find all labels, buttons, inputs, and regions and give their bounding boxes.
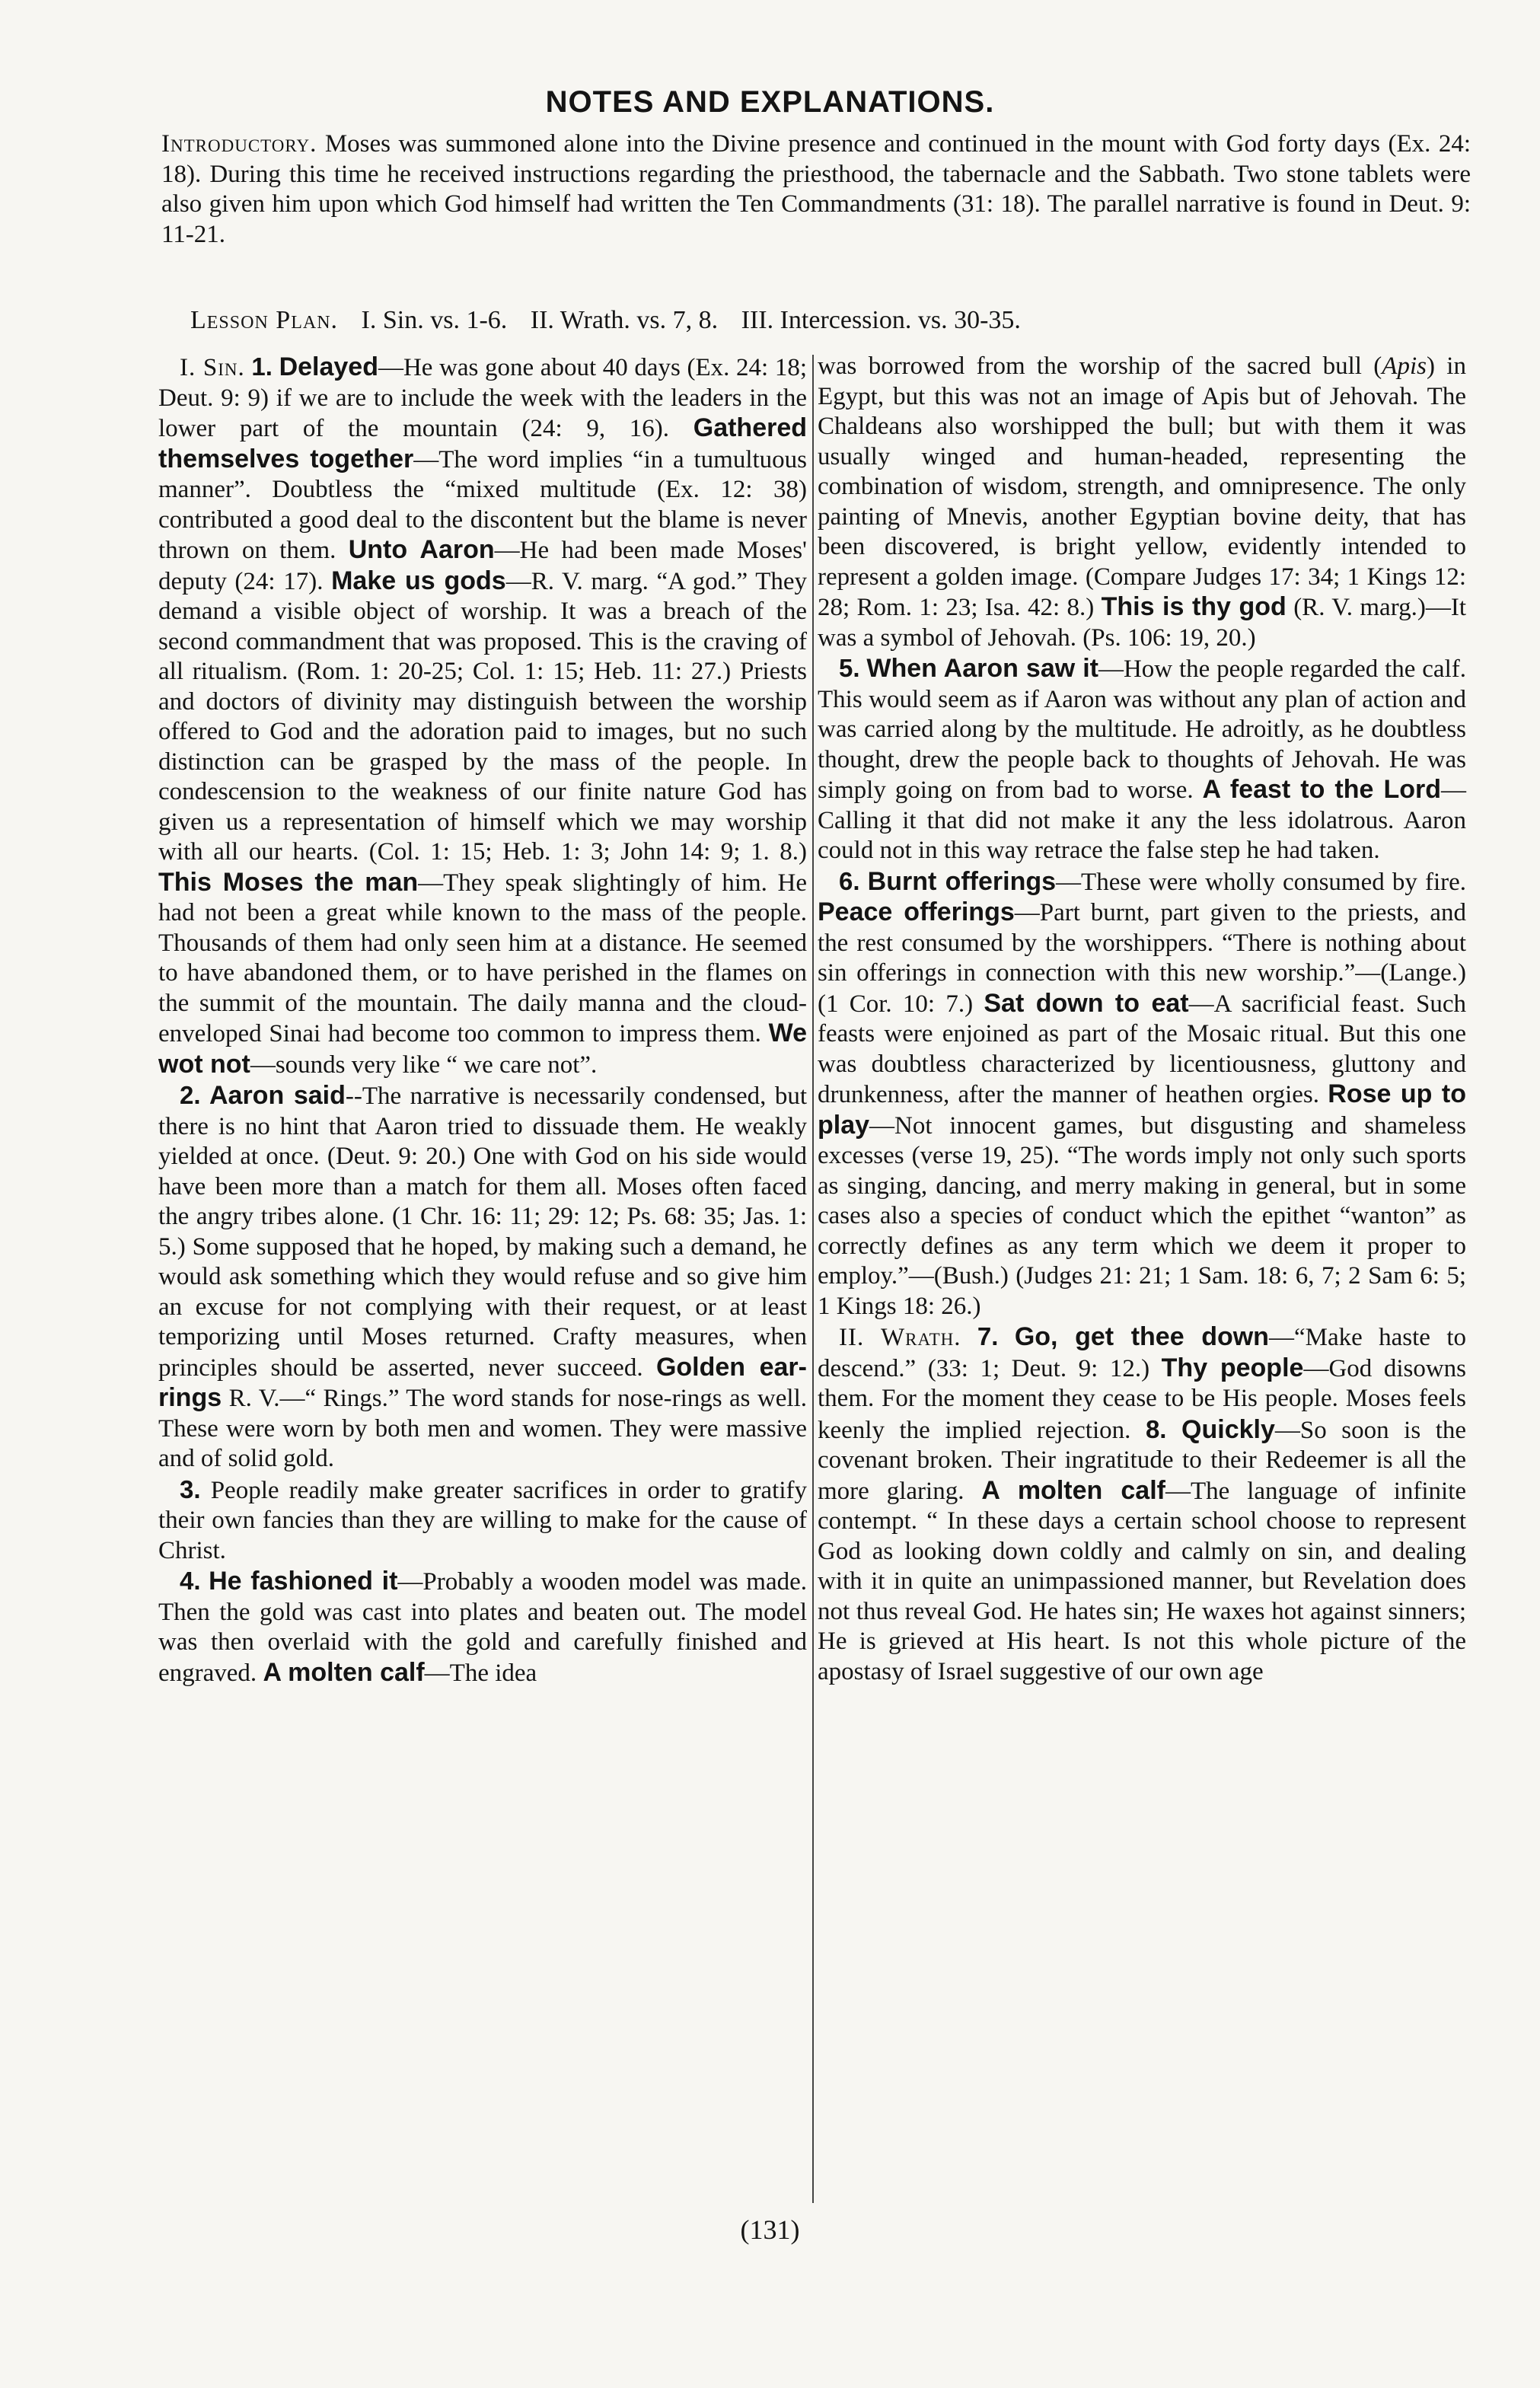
intro-text: Moses was summoned alone into the Divine presence and continued in the mount with God forty days (Ex. 24: 18). During this time he received instructions regarding the priesthood, the tabernacle and the Sabbath. Two stone tablets were also given him upon which God himself had written the Ten Commandments (31: 18). The parallel narrative is found in Deut. 9: 11-21. [161,130,1471,248]
page-number: (131) [740,2214,800,2245]
note-text: —Calling it that did not make it any the less idolatrous. Aaron could not in this way retrace the false step he had taken. [818,776,1467,864]
note-4-continued [818,352,1466,653]
note-text: R. V.—“ Rings.” The word stands for nose-rings as well. These were worn by both men and women. They were massive and of solid gold. [158,1385,808,1472]
note-text: People readily make greater sacrifices in order to gratify their own fancies than they are willing to make for the cause of Christ. [158,1476,808,1564]
keyword: He fashioned it [209,1567,398,1596]
lesson-plan-label: Lesson Plan. [190,306,339,334]
lesson-plan-part-3: III. Intercession. vs. 30-35. [741,306,1021,334]
verse-number: 7. [977,1322,999,1350]
section-lead-sin: I. Sin. [180,354,245,381]
left-column [158,352,807,1688]
note-3 [158,1475,807,1567]
keyword: We wot not [158,1019,807,1079]
note-text: —The language of infinite contempt. “ In these days a certain school choose to represent God as looking down coldly and calmly on sin, and dealing with it in quite an unimpassioned manner, but Revelation does not thus reveal God. He hates sin; He waxes hot against sinners; He is grieved at His heart. Is not this whole picture of the apostasy of Israel suggestive of our own age [818,1477,1467,1685]
lesson-plan-part-2: II. Wrath. vs. 7, 8. [530,306,719,334]
verse-number: 8. [1145,1414,1167,1443]
note-text: —He was gone about 40 days (Ex. 24: 18; Deut. 9: 9) if we are to include the week with the leaders in the lower part of the mountain (24: 9, 16). [158,354,807,442]
keyword: Unto Aaron [348,535,495,564]
keyword: Gathered themselves together [158,413,808,473]
note-text: —A sacrificial feast. Such feasts were enjoined as part of the Mosaic ritual. But this one was doubtless characterized by licentiousness, gluttony and drunkenness, after the manner of heathen orgies. [818,990,1467,1108]
lesson-plan-part-1: I. Sin. vs. 1-6. [361,306,508,334]
keyword: This is thy god [1101,592,1287,621]
note-text: —So soon is the covenant broken. Their ingratitude to their Redeemer is all the more glaring. [818,1416,1467,1505]
page-title: NOTES AND EXPLANATIONS. [545,85,995,119]
note-text: —The word implies “in a tumultuous manner”. Doubtless the “mixed multitude (Ex. 12: 38) contributed a good deal to the discontent but the blame is never thrown on them. [158,445,807,564]
keyword: A molten calf [263,1657,425,1687]
column-divider [812,355,814,2203]
note-text: —R. V. marg. “A god.” They demand a visible object of worship. It was a breach of the second commandment that was proposed. This is the craving of all ritualism. (Rom. 1: 20-25; Col. 1: 15; Heb. 11: 27.) Priests and doctors of divinity may distinguish between the worship offered to God and the adoration paid to images, but no such distinction can be grasped by the mass of the people. In condescension to the weakness of our finite nature God has given us a representation of himself which we may worship with all our hearts. (Col. 1: 15; Heb. 1: 3; John 14: 9; 1. 8.) [158,567,808,866]
right-column [818,352,1466,1687]
keyword: Aaron said [209,1081,346,1110]
intro-label: Introductory. [161,130,317,158]
note-text: —Part burnt, part given to the priests, and the rest consumed by the worshippers. “There is nothing about sin offerings in connection with this new worship.”—(Lange.) (1 Cor. 10: 7.) [818,899,1466,1018]
verse-number: 6. [839,866,860,895]
note-text: —He had been made Moses' deputy (24: 17). [158,537,807,595]
keyword: Sat down to eat [984,988,1189,1018]
note-text: —“Make haste to descend.” (33: 1; Deut. 9: 12.) [818,1324,1467,1382]
note-5 [818,653,1466,866]
keyword: Golden ear-rings [158,1352,807,1412]
note-1 [158,352,807,1080]
note-text: —They speak slightingly of him. He had not been a great while known to the mass of the people. Thousands of them had only seen him at a distance. He seemed to have abandoned them, or to have perished in the flames on the summit of the mountain. The daily manna and the cloud-enveloped Sinai had become too common to impress them. [158,869,807,1047]
keyword: Peace offerings [818,897,1015,926]
verse-number: 2. [180,1081,201,1109]
note-text: —These were wholly consumed by fire. [1056,868,1466,896]
keyword: Make us gods [331,566,506,595]
lesson-plan [190,306,1500,335]
note-text: was borrowed from the worship of the sacred bull ( [818,352,1382,380]
keyword: Quickly [1181,1414,1275,1444]
note-text: —Probably a wooden model was made. Then the gold was cast into plates and beaten out. The model was then overlaid with the gold and carefully finished and engraved. [158,1568,807,1687]
verse-number: 3. [180,1475,201,1503]
note-6 [818,866,1466,1322]
keyword: This Moses the man [158,867,419,897]
note-text: --The narrative is necessarily condensed, but there is no hint that Aaron tried to dissuade them. He weakly yielded at once. (Deut. 9: 20.) One with God on his side would have been more than a match for them all. Moses often faced the angry tribes alone. (1 Chr. 16: 11; 29: 12; Ps. 68: 35; Jas. 1: 5.) Some supposed that he hoped, by making such a demand, he would ask something which they would refuse and so give him an excuse for not complying with their request, or at least temporizing until Moses returned. Crafty measures, when principles should be asserted, never succeed. [158,1082,808,1382]
note-text: —Not innocent games, but disgusting and shameless excesses (verse 19, 25). “The words imply not only such sports as singing, dancing, and merry making in general, but in some cases also a species of conduct which the epithet “wanton” as correctly defines as any term which we deem it proper to employ.”—(Bush.) (Judges 21: 21; 1 Sam. 18: 6, 7; 2 Sam 6: 5; 1 Kings 18: 26.) [818,1111,1466,1320]
keyword: A molten calf [981,1475,1165,1505]
note-text: —God disowns them. For the moment they cease to be His people. Moses feels keenly the implied rejection. [818,1354,1467,1444]
note-text: —How the people regarded the calf. This would seem as if Aaron was without any plan of action and was carried along by the multitude. He adroitly, as he doubtless thought, drew the people back to thoughts of Jehovah. He was simply going on from bad to worse. [818,655,1466,804]
note-text: (R. V. marg.)—It was a symbol of Jehovah. (Ps. 106: 19, 20.) [818,594,1466,652]
verse-number: 1. [251,352,273,381]
section-lead-wrath: II. Wrath. [839,1324,961,1351]
note-text: ) in Egypt, but this was not an image of Apis but of Jehovah. The Chaldeans also worshipped the bull; but with them it was usually winged and human-headed, representing the combination of wisdom, strength, and omnipresence. The only painting of Mnevis, another Egyptian bovine deity, that has been discovered, is bright yellow, evidently intended to represent a golden image. (Compare Judges 17: 34; 1 Kings 12: 28; Rom. 1: 23; Isa. 42: 8.) [818,352,1466,621]
keyword: Delayed [279,352,378,381]
keyword: A feast to the Lord [1202,775,1442,804]
note-7 [818,1322,1466,1687]
note-4 [158,1566,807,1688]
keyword: Go, get thee down [1014,1322,1269,1351]
keyword: When Aaron saw it [866,654,1098,683]
note-2 [158,1080,807,1475]
note-text: —sounds very like “ we care not”. [250,1051,598,1079]
verse-number: 4. [180,1567,201,1595]
introductory-paragraph [161,129,1471,250]
keyword: Burnt offerings [867,866,1057,896]
keyword: Rose up to play [818,1079,1466,1140]
keyword: Thy people [1161,1353,1304,1382]
italic-term: Apis [1382,352,1427,380]
note-text: —The idea [424,1659,537,1687]
verse-number: 5. [839,654,860,682]
